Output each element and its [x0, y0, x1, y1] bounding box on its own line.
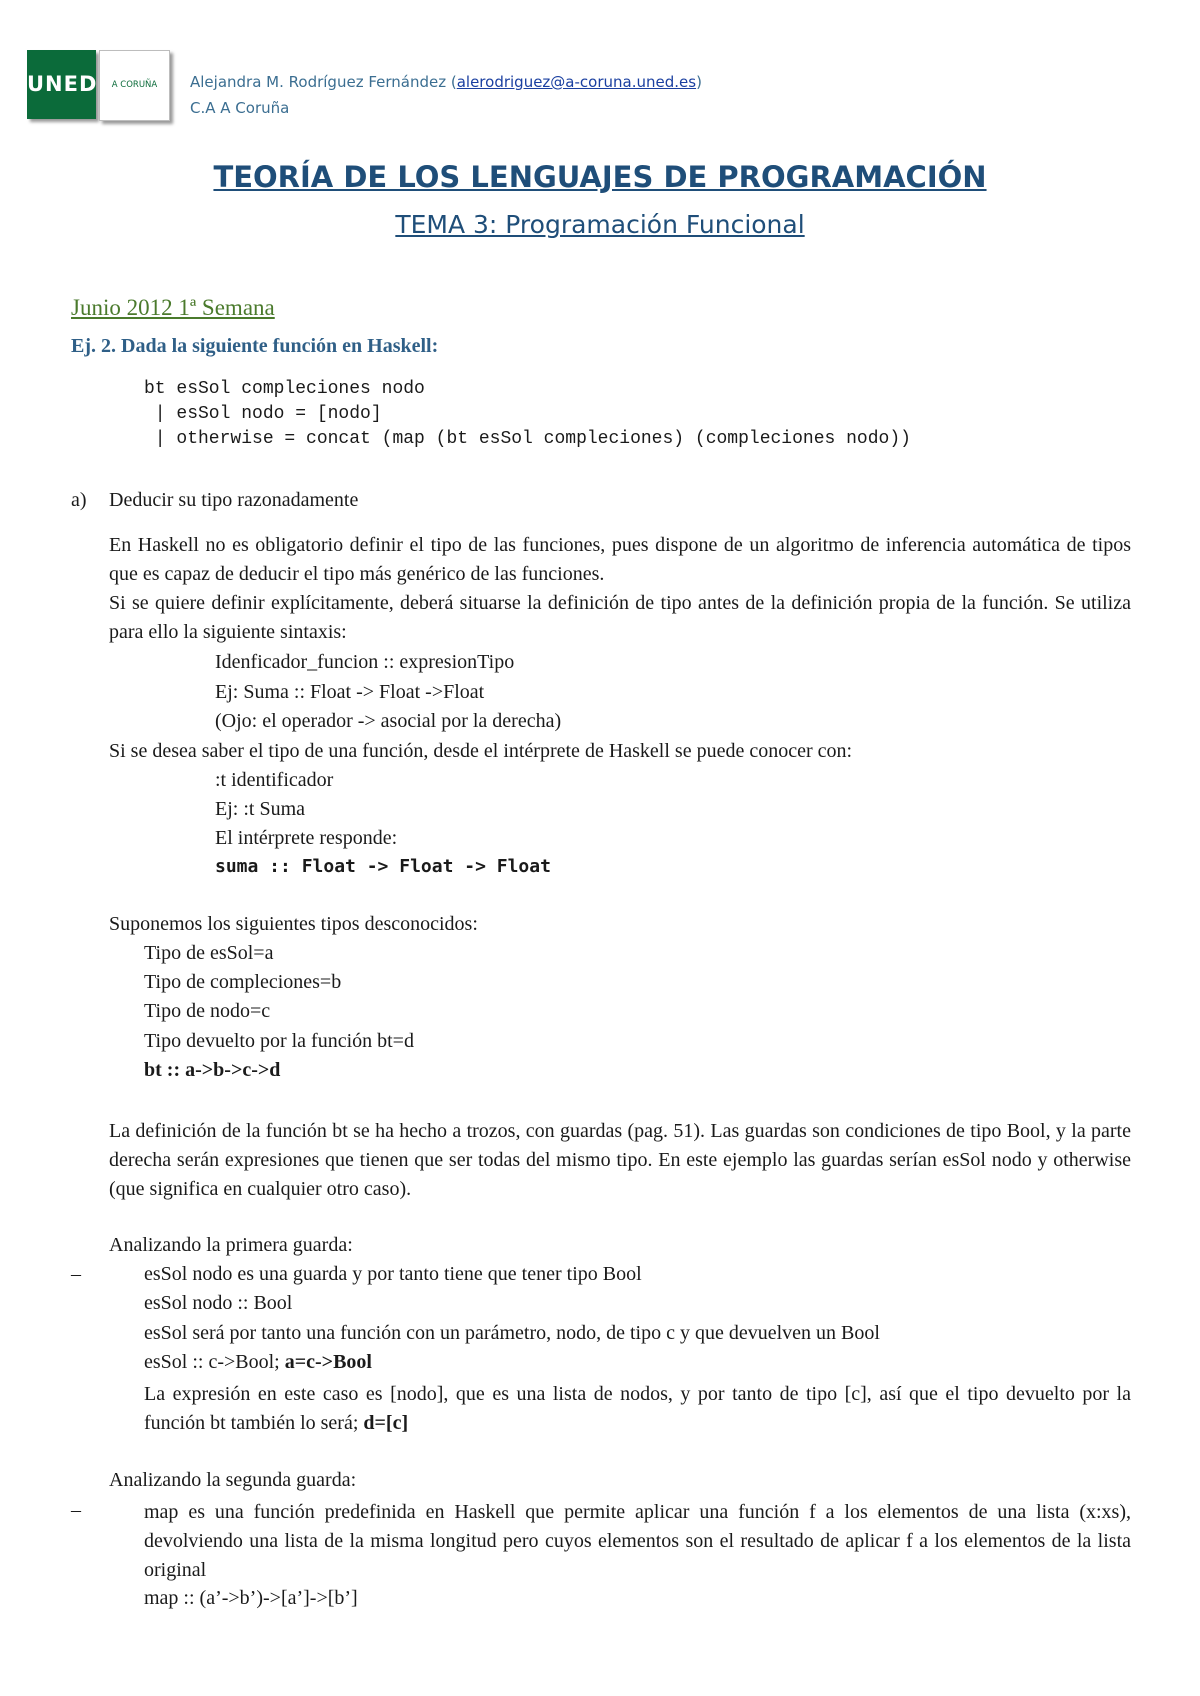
t-line-1: :t identificador [215, 769, 334, 791]
guard1-line-2: esSol nodo :: Bool [144, 1292, 293, 1314]
code-line-1: bt esSol compleciones nodo [144, 379, 425, 399]
type-line-2: Tipo de compleciones=b [144, 971, 342, 993]
syntax-line-3: (Ojo: el operador -> asocial por la derecha) [215, 710, 562, 732]
uned-logo [27, 50, 96, 119]
paragraph-2: Si se quiere definir explícitamente, deberá situarse la definición de tipo antes de la definición propia de la función. Se utiliza para ello la siguiente sintaxis: [109, 592, 1131, 643]
author-email-link[interactable]: alerodriguez@a-coruna.uned.es [456, 73, 697, 91]
guard1-line-4-text: esSol :: c->Bool; [144, 1351, 285, 1373]
section-heading: Deducir su tipo razonadamente [109, 489, 359, 511]
guard1-line-4-result: a=c->Bool [284, 1351, 372, 1373]
t-line-2: Ej: :t Suma [215, 798, 305, 820]
uned-logo-text: UNED [27, 72, 98, 96]
paragraph-1: En Haskell no es obligatorio definir el tipo de las funciones, pues dispone de un algoritmo de inferencia automática de tipos que es capaz de deducir el tipo más genérico de las funciones. [109, 534, 1131, 585]
syntax-line-2: Ej: Suma :: Float -> Float ->Float [215, 681, 485, 703]
guard1-line-1: esSol nodo es una guarda y por tanto tiene que tener tipo Bool [144, 1263, 642, 1285]
syntax-line-1: Idenficador_funcion :: expresionTipo [215, 651, 515, 673]
guard2-line-1: map es una función predefinida en Haskell que permite aplicar una función f a los elementos de una lista (x:xs), devolviendo una lista de la misma longitud pero cuyos elementos son el resultado de aplicar f a los elementos de la lista original [144, 1501, 1131, 1581]
author-line [190, 73, 702, 91]
document-subtitle: TEMA 3: Programación Funcional [395, 210, 805, 239]
section-marker: a) [71, 489, 87, 511]
guard1-line-5-result: d=[c] [363, 1412, 409, 1434]
author-name: Alejandra M. Rodríguez Fernández ( [190, 73, 457, 91]
type-line-4: Tipo devuelto por la función bt=d [144, 1030, 414, 1052]
code-line-3: | otherwise = concat (map (bt esSol compleciones) (compleciones nodo)) [144, 429, 911, 449]
paragraph-7: Analizando la segunda guarda: [109, 1469, 357, 1491]
paragraph-3: Si se desea saber el tipo de una función, desde el intérprete de Haskell se puede conocer con: [109, 740, 853, 762]
guard1-line-5 [144, 1380, 1131, 1438]
paragraph-6: Analizando la primera guarda: [109, 1234, 353, 1256]
exam-heading: Junio 2012 1ª Semana [71, 295, 275, 320]
paragraph-5: La definición de la función bt se ha hecho a trozos, con guardas (pag. 51). Las guardas son condiciones de tipo Bool, y la parte derecha serán expresiones que tienen que ser todas del mismo tipo. En este ejemplo las guardas serían esSol nodo y otherwise (que significa en cualquier otro caso). [109, 1120, 1131, 1200]
type-line-1: Tipo de esSol=a [144, 942, 274, 964]
code-line-2: | esSol nodo = [nodo] [144, 404, 382, 424]
type-signature: bt :: a->b->c->d [144, 1059, 281, 1081]
type-line-3: Tipo de nodo=c [144, 1000, 271, 1022]
author-suffix: ) [696, 73, 702, 91]
coruna-logo-text: A CORUÑA [111, 80, 158, 90]
document-title: TEORÍA DE LOS LENGUAJES DE PROGRAMACIÓN [213, 160, 987, 194]
guard2-line-2: map :: (a’->b’)->[a’]->[b’] [144, 1587, 358, 1609]
center-name: C.A A Coruña [190, 99, 290, 117]
guard1-line-4 [144, 1351, 372, 1374]
paragraph-4: Suponemos los siguientes tipos desconocidos: [109, 913, 478, 935]
t-line-4: suma :: Float -> Float -> Float [215, 856, 551, 877]
bullet-dash-1: – [71, 1263, 81, 1285]
coruna-logo [99, 50, 170, 121]
t-line-3: El intérprete responde: [215, 827, 398, 849]
bullet-dash-2: – [71, 1499, 81, 1521]
guard1-line-3: esSol será por tanto una función con un parámetro, nodo, de tipo c y que devuelven un Bool [144, 1322, 880, 1344]
exercise-heading: Ej. 2. Dada la siguiente función en Haskell: [71, 335, 439, 357]
guard1-line-5-text: La expresión en este caso es [nodo], que es una lista de nodos, y por tanto de tipo [c], así que el tipo devuelto por la función bt también lo será; [144, 1383, 1131, 1434]
